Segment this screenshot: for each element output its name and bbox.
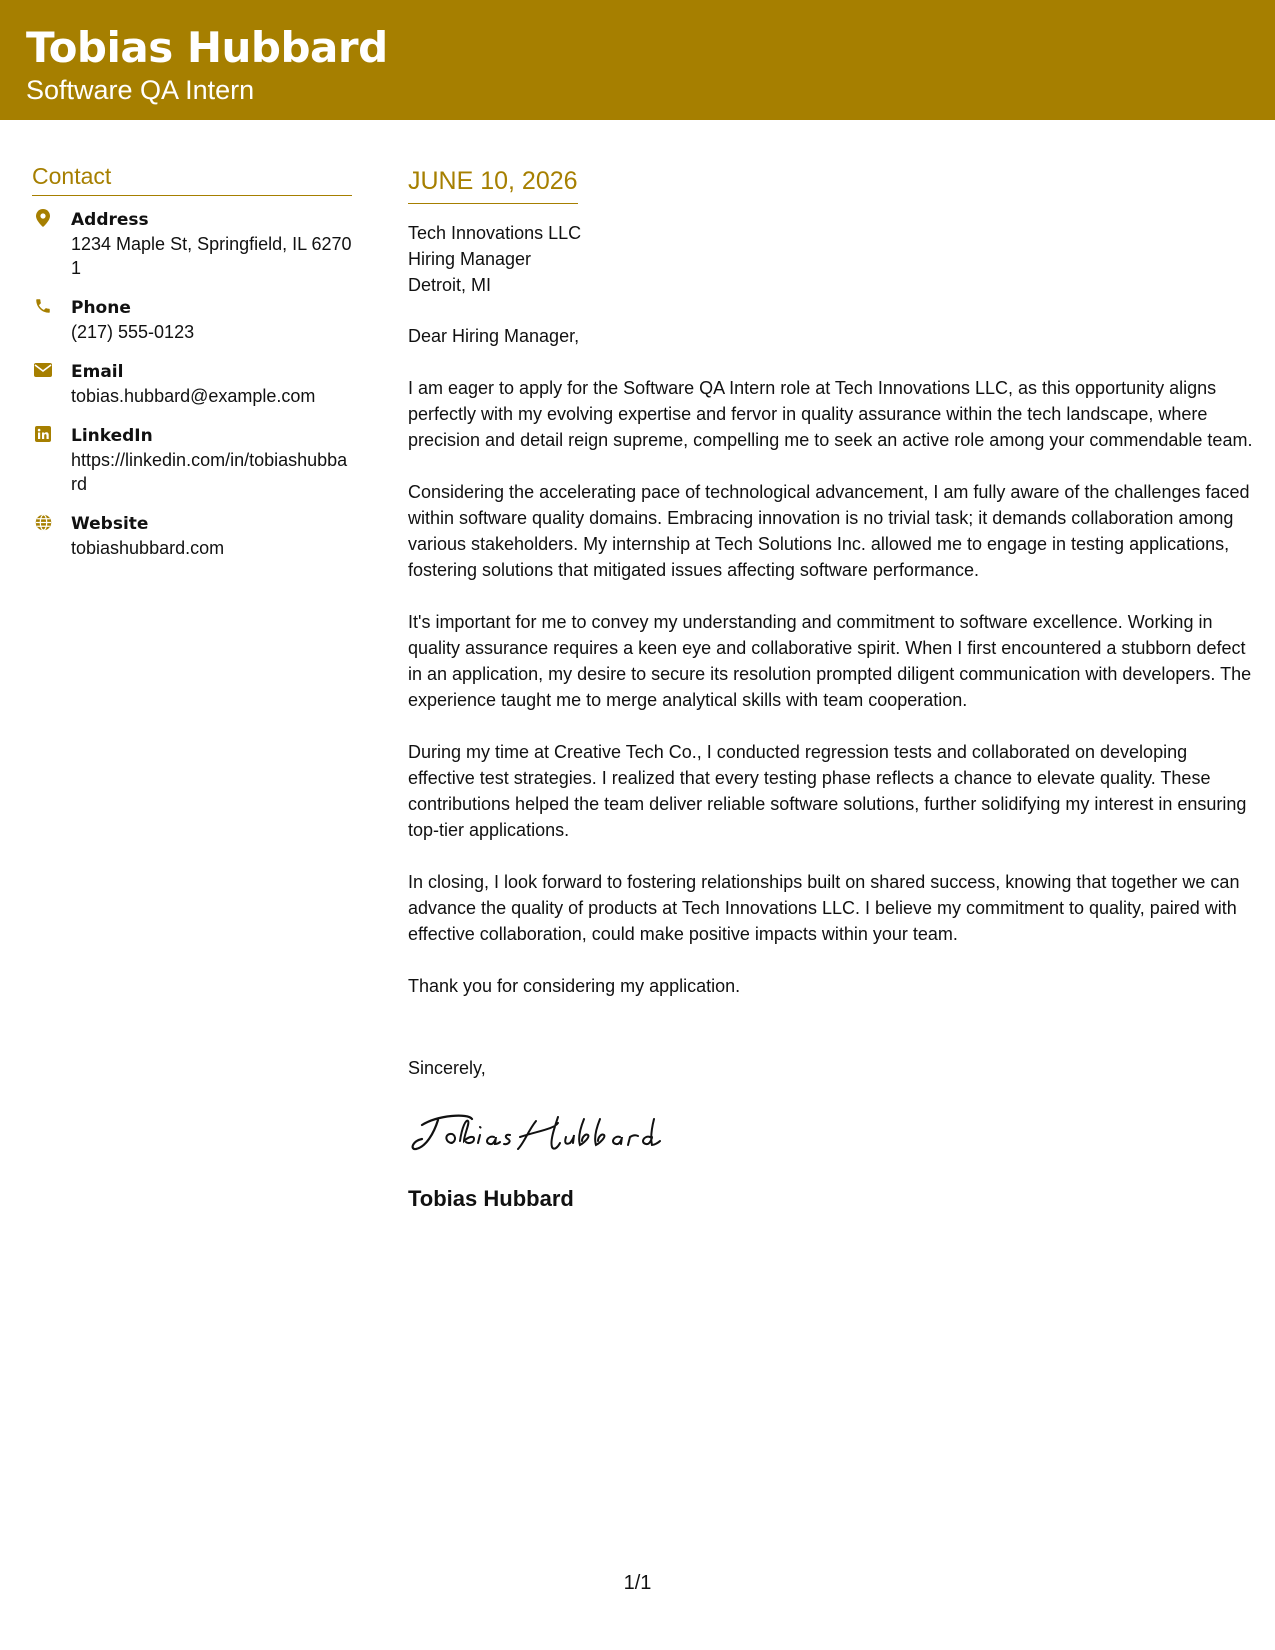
phone-value: (217) 555-0123 — [71, 322, 195, 342]
applicant-role: Software QA Intern — [26, 75, 255, 105]
address-value: 1234 Maple St, Springfield, IL 62701 — [71, 234, 352, 278]
envelope-icon — [34, 360, 52, 380]
paragraph-3: It's important for me to convey my understanding and commitment to software excellence. Working in quality assurance requires a keen eye and collaborative spirit. When I first encountered a stubborn defect in an application, my desire to secure its resolution prompted diligent communication with developers. The experience taught me to merge analytical skills with team cooperation. — [408, 612, 1252, 710]
recipient-location: Detroit, MI — [408, 275, 492, 295]
letter-date: JUNE 10, 2026 — [408, 164, 578, 204]
linkedin-icon — [34, 424, 52, 444]
header-banner — [0, 0, 1275, 120]
contact-sidebar — [32, 160, 352, 576]
globe-icon — [34, 512, 52, 532]
closing: Sincerely, — [408, 1058, 486, 1078]
email-label: Email — [71, 362, 124, 382]
page-number: 1/1 — [623, 1572, 652, 1594]
salutation: Dear Hiring Manager, — [408, 326, 580, 346]
phone-label: Phone — [71, 298, 131, 318]
contact-heading: Contact — [32, 160, 352, 196]
linkedin-label: LinkedIn — [71, 426, 153, 446]
contact-list — [32, 208, 352, 560]
phone-icon — [34, 296, 52, 316]
address-label: Address — [71, 210, 149, 230]
map-pin-icon — [34, 208, 52, 228]
paragraph-6: Thank you for considering my application. — [408, 976, 741, 996]
recipient-block — [408, 220, 1253, 298]
applicant-name: Tobias Hubbard — [26, 23, 388, 72]
paragraph-4: During my time at Creative Tech Co., I conducted regression tests and collaborated on developing effective test strategies. I realized that every testing phase reflects a chance to elevate quality. These contributions helped the team deliver reliable software solutions, further solidifying my interest in ensuring top-tier applications. — [408, 742, 1247, 840]
recipient-title: Hiring Manager — [408, 249, 532, 269]
recipient-company: Tech Innovations LLC — [408, 223, 582, 243]
contact-item-website — [32, 512, 352, 560]
contact-item-email — [32, 360, 352, 408]
contact-item-address — [32, 208, 352, 280]
handwritten-signature — [408, 1103, 1253, 1161]
paragraph-5: In closing, I look forward to fostering relationships built on shared success, knowing that together we can advance the quality of products at Tech Innovations LLC. I believe my commitment to quality, paired with effective collaboration, could make positive impacts within your team. — [408, 872, 1240, 944]
website-label: Website — [71, 514, 149, 534]
paragraph-1: I am eager to apply for the Software QA Intern role at Tech Innovations LLC, as this opportunity aligns perfectly with my evolving expertise and fervor in quality assurance within the tech landscape, where precision and detail reign supreme, compelling me to seek an active role among your commendable team. — [408, 378, 1253, 450]
letter-body — [408, 164, 1253, 1213]
signer-name: Tobias Hubbard — [408, 1186, 574, 1211]
paragraph-2: Considering the accelerating pace of technological advancement, I am fully aware of the challenges faced within software quality domains. Embracing innovation is no trivial task; it demands collaboration among various stakeholders. My internship at Tech Solutions Inc. allowed me to engage in testing applications, fostering solutions that mitigated issues affecting software performance. — [408, 482, 1250, 580]
contact-item-linkedin — [32, 424, 352, 496]
website-value[interactable]: tobiashubbard.com — [71, 538, 225, 558]
linkedin-value[interactable]: https://linkedin.com/in/tobiashubbard — [71, 450, 348, 494]
email-value[interactable]: tobias.hubbard@example.com — [71, 386, 316, 406]
contact-item-phone — [32, 296, 352, 344]
